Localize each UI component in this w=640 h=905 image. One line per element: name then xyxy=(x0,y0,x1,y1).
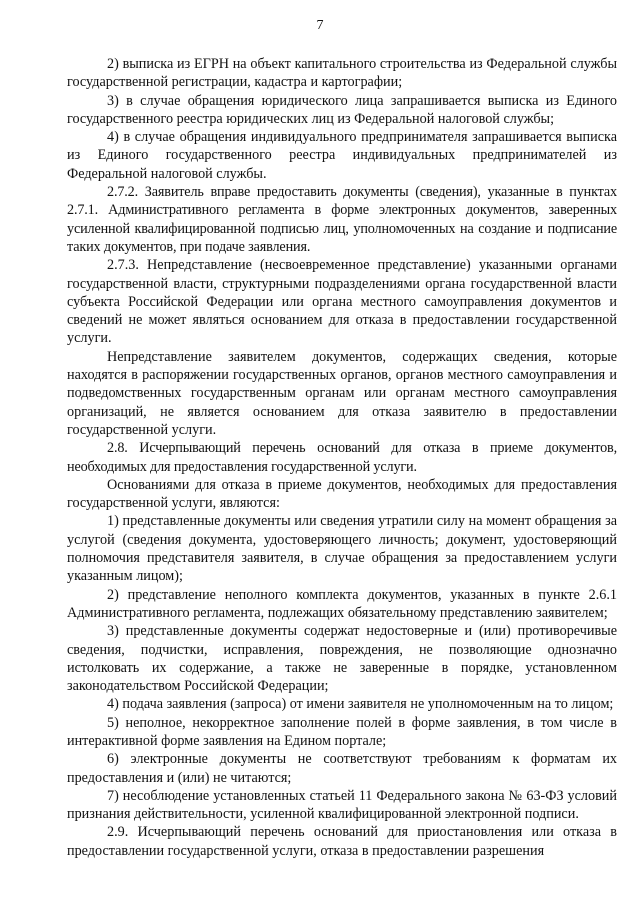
list-item: 3) представленные документы содержат недостоверные и (или) противоречивые сведения, подчистки, исправления, повреждения, не позволяющие однозначно истолковать их содержание, а также не заверенные в порядке, установленном законодательством Российской Федерации; xyxy=(67,623,617,695)
paragraph: 2.8. Исчерпывающий перечень оснований для отказа в приеме документов, необходимых для предоставления государственной услуги. xyxy=(67,440,617,475)
paragraph: 2) выписка из ЕГРН на объект капитального строительства из Федеральной службы государственной регистрации, кадастра и картографии; xyxy=(67,56,617,91)
list-item: 4) подача заявления (запроса) от имени заявителя не уполномоченным на то лицом; xyxy=(107,696,614,713)
document-body xyxy=(67,55,617,860)
list-item: 2) представление неполного комплекта документов, указанных в пункте 2.6.1 Административного регламента, подлежащих обязательному представлению заявителем; xyxy=(67,586,617,621)
paragraph: Непредставление заявителем документов, содержащих сведения, которые находятся в распоряжении государственных органов, органов местного самоуправления и подведомственных государственным органам или органам местного самоуправления организаций, не является основанием для отказа заявителю в предоставлении государственной услуги. xyxy=(67,348,617,438)
page-number: 7 xyxy=(316,18,324,33)
paragraph: 2.9. Исчерпывающий перечень оснований для приостановления или отказа в предоставлении государственной услуги, отказа в предоставлении разрешения xyxy=(67,824,617,859)
list-item: 6) электронные документы не соответствуют требованиям к форматам их предоставления и (или) не читаются; xyxy=(67,751,617,786)
paragraph: 3) в случае обращения юридического лица запрашивается выписка из Единого государственного реестра юридических лиц из Федеральной налоговой службы; xyxy=(67,92,617,127)
paragraph: 4) в случае обращения индивидуального предпринимателя запрашивается выписка из Единого государственного реестра индивидуальных предпринимателей из Федеральной налоговой службы. xyxy=(67,129,617,182)
list-item: 5) неполное, некорректное заполнение полей в форме заявления, в том числе в интерактивной форме заявления на Едином портале; xyxy=(67,714,617,749)
list-item: 7) несоблюдение установленных статьей 11 Федерального закона № 63-ФЗ условий признания действительности, усиленной квалифицированной электронной подписи. xyxy=(67,787,617,823)
paragraph: 2.7.2. Заявитель вправе предоставить документы (сведения), указанные в пунктах 2.7.1. Административного регламента в форме электронных документов, заверенных усиленной квалифицированной подписью лиц, уполномоченных на создание и подписание таких документов, при подаче заявления. xyxy=(67,184,617,255)
paragraph: 2.7.3. Непредставление (несвоевременное представление) указанными органами государственной власти, структурными подразделениями органа государственной власти субъекта Российской Федерации или органа местного самоуправления документов и сведений не может являться основанием для отказа в предоставлении государственной услуги. xyxy=(67,257,617,347)
list-item: 1) представленные документы или сведения утратили силу на момент обращения за услугой (сведения документа, удостоверяющего личность; документ, удостоверяющий полномочия представителя заявителя, в случае обращения за предоставлением услуги указанным лицом); xyxy=(67,513,617,585)
paragraph: Основаниями для отказа в приеме документов, необходимых для предоставления государственной услуги, являются: xyxy=(67,476,617,512)
